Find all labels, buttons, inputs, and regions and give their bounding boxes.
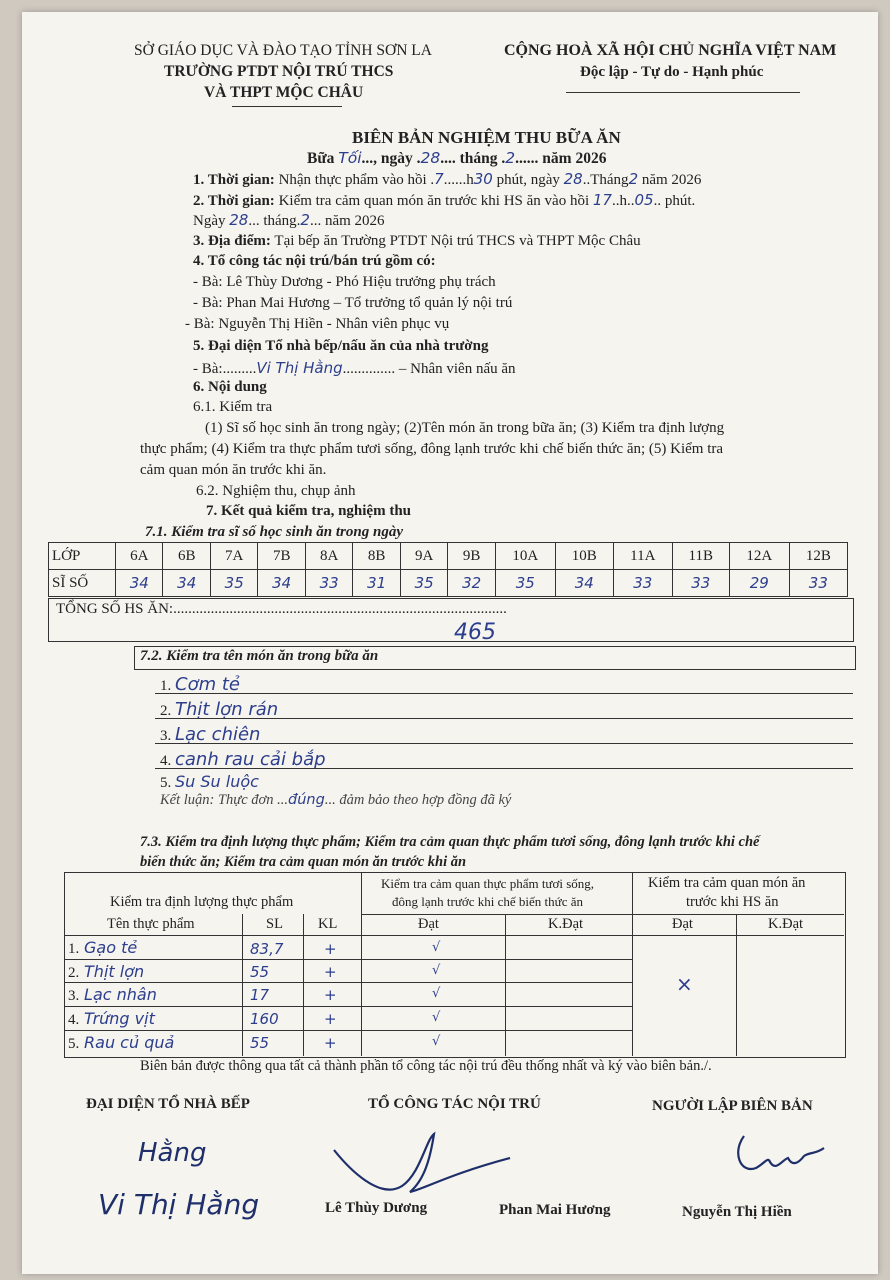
- school-name-line1: TRƯỜNG PTDT NỘI TRÚ THCS: [164, 63, 394, 80]
- food-sl: 17: [250, 986, 270, 1004]
- class-cell: 11B: [672, 543, 729, 570]
- quantity-heading-line2: biến thức ăn; Kiểm tra cảm quan món ăn trước khi ăn: [140, 854, 467, 870]
- food-dat-mark: √: [432, 963, 441, 978]
- member-2: - Bà: Phan Mai Hương – Tổ trưởng tổ quản lý nội trú: [193, 295, 513, 311]
- dept-name: SỞ GIÁO DỤC VÀ ĐÀO TẠO TỈNH SƠN LA: [134, 42, 432, 59]
- dish-line: [155, 743, 853, 744]
- col-sl: SL: [266, 916, 283, 932]
- col-kdat: K.Đạt: [548, 916, 584, 932]
- food-kl: +: [324, 963, 337, 981]
- item-6-1: 6.1. Kiểm tra: [193, 399, 273, 415]
- col-group-meal-line2: trước khi HS ăn: [686, 894, 779, 910]
- food-kl: +: [324, 1010, 337, 1028]
- class-cell: 12A: [729, 543, 789, 570]
- closing-statement: Biên bản được thông qua tất cả thành phần tổ công tác nội trú đều thống nhất và ký vào biên bản./.: [140, 1058, 712, 1074]
- qt-hline: [64, 982, 632, 983]
- roster-class-label: LỚP: [49, 543, 116, 570]
- count-cell: 29: [729, 570, 789, 597]
- meal-check-mark: ×: [676, 972, 693, 996]
- cook-name-handwritten: Vi Thị Hằng: [256, 359, 343, 377]
- committee-member-1: Lê Thùy Dương: [325, 1200, 428, 1216]
- dish-item: 1. Cơm tẻ: [160, 674, 240, 695]
- dish-line: [155, 768, 853, 769]
- food-kl: +: [324, 940, 337, 958]
- roster-count-label: SĨ SỐ: [49, 570, 116, 597]
- food-dat-mark: √: [432, 940, 441, 955]
- dish-line: [155, 693, 853, 694]
- kitchen-signature-name: Vi Thị Hằng: [98, 1188, 260, 1221]
- menu-heading: 7.2. Kiểm tra tên món ăn trong bữa ăn: [140, 648, 379, 664]
- count-cell: 33: [672, 570, 729, 597]
- qt-vline: [632, 872, 633, 1056]
- food-sl: 83,7: [250, 940, 284, 958]
- recorder-title: NGƯỜI LẬP BIÊN BẢN: [652, 1098, 813, 1114]
- item-2-date: Ngày 28... tháng.2... năm 2026: [193, 211, 385, 229]
- header-right-underline: [566, 92, 800, 93]
- col-group-fresh-line1: Kiểm tra cảm quan thực phẩm tươi sống,: [381, 876, 595, 891]
- class-cell: 9B: [448, 543, 495, 570]
- committee-title: TỔ CÔNG TÁC NỘI TRÚ: [368, 1096, 541, 1112]
- roster-class-row: [49, 543, 848, 570]
- class-cell: 10B: [555, 543, 613, 570]
- count-cell: 35: [210, 570, 257, 597]
- school-name-line2: VÀ THPT MỘC CHÂU: [204, 84, 364, 101]
- item-6-1-para-line2: thực phẩm; (4) Kiểm tra thực phẩm tươi sống, đông lạnh trước khi chế biến thức ăn; (5) Kiểm tra: [140, 441, 724, 457]
- quantity-heading-line1: 7.3. Kiểm tra định lượng thực phẩm; Kiểm tra cảm quan thực phẩm tươi sống, đông lạnh trước khi chế: [140, 834, 760, 850]
- recorder-signature: [730, 1132, 830, 1182]
- food-kl: +: [324, 1034, 337, 1052]
- header-left-underline: [232, 106, 342, 107]
- meal-month-handwritten: 2: [505, 149, 516, 167]
- item-7-1-heading: 7.1. Kiểm tra sĩ số học sinh ăn trong ngày: [145, 524, 403, 540]
- class-cell: 8A: [305, 543, 352, 570]
- qt-hline: [64, 1006, 632, 1007]
- food-row: 2. Thịt lợn: [68, 962, 145, 981]
- document-title: BIÊN BẢN NGHIỆM THU BỮA ĂN: [352, 128, 621, 147]
- dish-item: 4. canh rau cải bắp: [160, 749, 326, 770]
- class-cell: 10A: [495, 543, 555, 570]
- member-3: - Bà: Nguyễn Thị Hiền - Nhân viên phục vụ: [185, 316, 450, 332]
- food-row: 3. Lạc nhân: [68, 985, 157, 1004]
- roster-count-row: [49, 570, 848, 597]
- col-group-meal-line1: Kiểm tra cảm quan món ăn: [648, 875, 806, 891]
- total-label: TỔNG SỐ HS ĂN:.........................................................................................: [56, 601, 507, 617]
- count-cell: 34: [116, 570, 163, 597]
- food-row: 5. Rau củ quả: [68, 1033, 175, 1052]
- meal-day-handwritten: 28: [420, 149, 441, 167]
- item-6-1-para-line1: (1) Sĩ số học sinh ăn trong ngày; (2)Tên món ăn trong bữa ăn; (3) Kiểm tra định lượng: [205, 420, 725, 436]
- col-group-quantity: Kiểm tra định lượng thực phẩm: [110, 894, 294, 910]
- class-cell: 9A: [400, 543, 447, 570]
- class-cell: 7B: [258, 543, 305, 570]
- col-dat-meal: Đạt: [672, 916, 693, 932]
- col-kdat-meal: K.Đạt: [768, 916, 804, 932]
- count-cell: 34: [258, 570, 305, 597]
- item-6-heading: 6. Nội dung: [193, 379, 267, 395]
- food-dat-mark: √: [432, 1010, 441, 1025]
- qt-hline: [64, 959, 632, 960]
- class-cell: 6B: [163, 543, 210, 570]
- count-cell: 34: [555, 570, 613, 597]
- qt-hline: [64, 1030, 632, 1031]
- roster-table: [48, 542, 848, 597]
- kitchen-rep-title: ĐẠI DIỆN TỔ NHÀ BẾP: [86, 1096, 250, 1112]
- committee-signature: [330, 1130, 520, 1200]
- class-cell: 7A: [210, 543, 257, 570]
- member-1: - Bà: Lê Thùy Dương - Phó Hiệu trưởng phụ trách: [193, 274, 496, 290]
- item-2: 2. Thời gian: Kiểm tra cảm quan món ăn trước khi HS ăn vào hồi 17..h..05.. phút.: [193, 191, 696, 209]
- item-7-heading: 7. Kết quả kiểm tra, nghiệm thu: [206, 503, 412, 519]
- dish-item: 5. Su Su luộc: [160, 772, 259, 791]
- item-1: 1. Thời gian: Nhận thực phẩm vào hồi .7......h30 phút, ngày 28..Tháng2 năm 2026: [193, 170, 702, 188]
- menu-conclusion: Kết luận: Thực đơn ...đúng... đảm bảo theo hợp đồng đã ký: [160, 792, 512, 808]
- total-value-handwritten: 465: [454, 620, 496, 645]
- count-cell: 35: [400, 570, 447, 597]
- food-sl: 55: [250, 963, 270, 981]
- class-cell: 11A: [613, 543, 672, 570]
- qt-hline: [64, 935, 844, 936]
- recorder-name: Nguyễn Thị Hiền: [682, 1204, 792, 1220]
- meal-line: Bữa Tối..., ngày .28.... tháng .2...... năm 2026: [307, 149, 607, 167]
- count-cell: 33: [789, 570, 847, 597]
- class-cell: 12B: [789, 543, 847, 570]
- qt-vline: [361, 872, 362, 1056]
- col-food-name: Tên thực phẩm: [107, 916, 195, 932]
- count-cell: 35: [495, 570, 555, 597]
- col-kl: KL: [318, 916, 338, 932]
- dish-item: 2. Thịt lợn rán: [160, 699, 279, 720]
- item-4-heading: 4. Tổ công tác nội trú/bán trú gồm có:: [193, 253, 436, 269]
- count-cell: 33: [613, 570, 672, 597]
- class-cell: 8B: [353, 543, 400, 570]
- meal-name-handwritten: Tối: [338, 149, 362, 167]
- count-cell: 34: [163, 570, 210, 597]
- food-dat-mark: √: [432, 1034, 441, 1049]
- kitchen-signature: Hằng: [138, 1138, 207, 1168]
- count-cell: 33: [305, 570, 352, 597]
- food-row: 1. Gạo tẻ: [68, 938, 138, 957]
- food-row: 4. Trứng vịt: [68, 1009, 155, 1028]
- item-3: 3. Địa điểm: Tại bếp ăn Trường PTDT Nội trú THCS và THPT Mộc Châu: [193, 233, 641, 249]
- item-6-1-para-line3: cảm quan món ăn trước khi ăn.: [140, 462, 327, 478]
- nation-title: CỘNG HOÀ XÃ HỘI CHỦ NGHĨA VIỆT NAM: [504, 42, 837, 59]
- col-dat: Đạt: [418, 916, 439, 932]
- col-group-fresh-line2: đông lạnh trước khi chế biến thức ăn: [392, 894, 583, 909]
- dish-line: [155, 718, 853, 719]
- item-5-heading: 5. Đại diện Tổ nhà bếp/nấu ăn của nhà trường: [193, 338, 489, 354]
- committee-member-2: Phan Mai Hương: [499, 1202, 611, 1218]
- class-cell: 6A: [116, 543, 163, 570]
- count-cell: 31: [353, 570, 400, 597]
- food-kl: +: [324, 986, 337, 1004]
- qt-hline: [361, 914, 844, 915]
- count-cell: 32: [448, 570, 495, 597]
- food-sl: 160: [250, 1010, 279, 1028]
- nation-motto: Độc lập - Tự do - Hạnh phúc: [580, 64, 764, 80]
- item-6-2: 6.2. Nghiệm thu, chụp ảnh: [196, 483, 356, 499]
- food-dat-mark: √: [432, 986, 441, 1001]
- dish-item: 3. Lạc chiên: [160, 724, 261, 745]
- food-sl: 55: [250, 1034, 270, 1052]
- item-5-cook: - Bà:.........Vi Thị Hằng.............. – Nhân viên nấu ăn: [193, 359, 516, 377]
